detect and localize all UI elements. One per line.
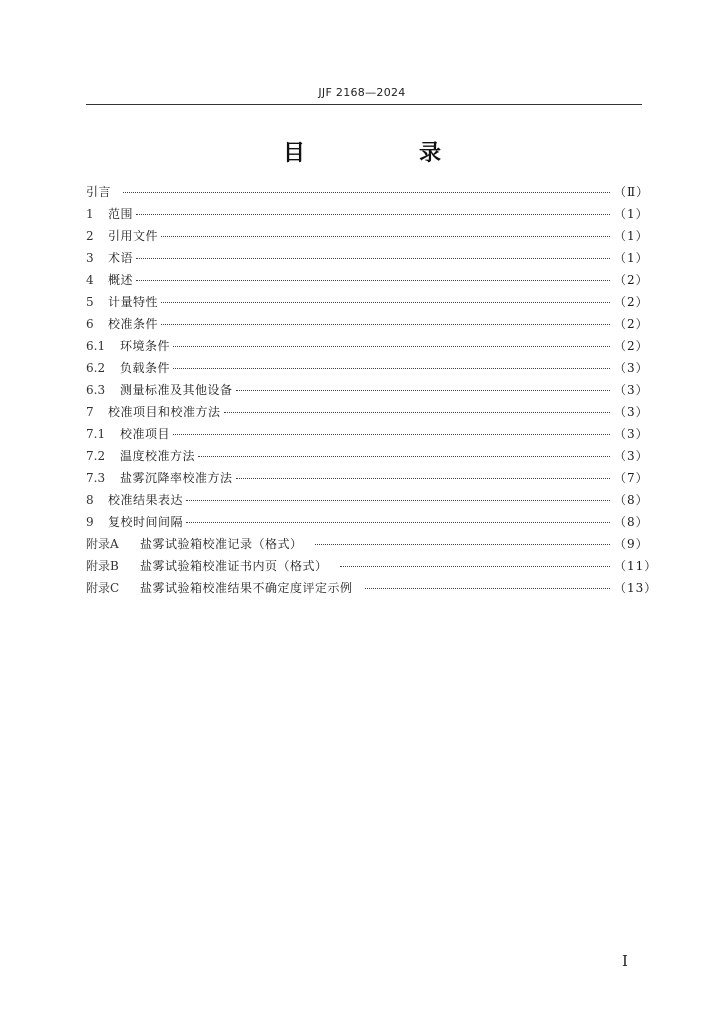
- toc-entry-number: 8: [86, 493, 94, 507]
- toc-entry-number: 附录B: [86, 559, 119, 573]
- toc-leader-dots: [123, 192, 610, 193]
- toc-leader-dots: [161, 236, 610, 237]
- toc-entry-page: （3）: [614, 361, 649, 375]
- toc-entry-page: （2）: [614, 273, 649, 287]
- toc-entry-appendix-c[interactable]: [86, 577, 658, 599]
- toc-entry-page: （2）: [614, 339, 649, 353]
- toc-entry-page: （3）: [614, 449, 649, 463]
- toc-leader-dots: [315, 544, 610, 545]
- toc-entry-page: （3）: [614, 427, 649, 441]
- toc-entry-number: 6.2: [86, 361, 106, 375]
- toc-leader-dots: [186, 500, 610, 501]
- toc-entry-9[interactable]: [86, 511, 649, 533]
- toc-entry-page: （8）: [614, 493, 649, 507]
- toc-entry-appendix-b[interactable]: [86, 555, 658, 577]
- toc-entry-7-3[interactable]: [86, 467, 649, 489]
- toc-entry-number: 9: [86, 515, 94, 529]
- toc-entry-page: （2）: [614, 317, 649, 331]
- toc-entry-6-1[interactable]: [86, 335, 649, 357]
- toc-entry-7-1[interactable]: [86, 423, 649, 445]
- toc-entry-text: 盐雾试验箱校准结果不确定度评定示例: [140, 581, 353, 595]
- toc-entry-number: 附录A: [86, 537, 119, 551]
- toc-entry-text: 引用文件: [108, 229, 159, 243]
- toc-entry-number: 7.1: [86, 427, 106, 441]
- toc-entry-text: 温度校准方法: [120, 449, 196, 463]
- toc-entry-page: （Ⅱ）: [614, 185, 650, 199]
- toc-entry-text: 复校时间间隔: [108, 515, 184, 529]
- toc-leader-dots: [186, 522, 610, 523]
- standard-code: JJF 2168—2024: [318, 86, 406, 99]
- toc-leader-dots: [173, 346, 610, 347]
- toc-entry-text: 盐雾试验箱校准证书内页（格式）: [140, 559, 328, 573]
- toc-leader-dots: [173, 434, 610, 435]
- toc-entry-6-2[interactable]: [86, 357, 649, 379]
- toc-entry-7[interactable]: [86, 401, 649, 423]
- toc-entry-number: 6.3: [86, 383, 106, 397]
- toc-entry-page: （7）: [614, 471, 649, 485]
- toc-entry-number: 7.3: [86, 471, 106, 485]
- toc-entry-text: 测量标准及其他设备: [120, 383, 233, 397]
- toc-entry-number: 6.1: [86, 339, 106, 353]
- toc-leader-dots: [224, 412, 610, 413]
- toc-leader-dots: [198, 456, 610, 457]
- toc-entry-6[interactable]: [86, 313, 649, 335]
- header-divider: [86, 104, 642, 105]
- toc-entry-page: （13）: [614, 581, 658, 595]
- toc-entry-number: 4: [86, 273, 94, 287]
- table-of-contents: [86, 181, 658, 599]
- toc-entry-number: 2: [86, 229, 94, 243]
- toc-entry-text: 概述: [108, 273, 134, 287]
- toc-entry-3[interactable]: [86, 247, 649, 269]
- toc-entry-4[interactable]: [86, 269, 649, 291]
- toc-entry-number: 3: [86, 251, 94, 265]
- toc-entry-foreword[interactable]: [86, 181, 650, 203]
- toc-leader-dots: [340, 566, 610, 567]
- toc-entry-page: （11）: [614, 559, 658, 573]
- toc-leader-dots: [365, 588, 610, 589]
- toc-leader-dots: [173, 368, 610, 369]
- toc-leader-dots: [136, 214, 610, 215]
- toc-entry-text: 校准结果表达: [108, 493, 184, 507]
- toc-leader-dots: [136, 258, 610, 259]
- toc-entry-page: （1）: [614, 207, 649, 221]
- toc-entry-number: 1: [86, 207, 94, 221]
- page-number: I: [622, 952, 628, 970]
- toc-entry-7-2[interactable]: [86, 445, 649, 467]
- toc-entry-6-3[interactable]: [86, 379, 649, 401]
- toc-leader-dots: [161, 302, 610, 303]
- toc-entry-number: 5: [86, 295, 94, 309]
- toc-entry-text: 引言: [86, 185, 112, 199]
- toc-entry-5[interactable]: [86, 291, 649, 313]
- toc-entry-page: （2）: [614, 295, 649, 309]
- toc-entry-text: 校准项目和校准方法: [108, 405, 221, 419]
- toc-leader-dots: [161, 324, 610, 325]
- toc-entry-8[interactable]: [86, 489, 649, 511]
- toc-entry-page: （9）: [614, 537, 649, 551]
- toc-entry-text: 环境条件: [120, 339, 171, 353]
- toc-entry-text: 校准项目: [120, 427, 171, 441]
- toc-entry-number: 6: [86, 317, 94, 331]
- toc-entry-text: 盐雾沉降率校准方法: [120, 471, 233, 485]
- toc-title: 目 录: [282, 141, 487, 166]
- toc-entry-number: 7: [86, 405, 94, 419]
- toc-entry-page: （3）: [614, 383, 649, 397]
- toc-entry-appendix-a[interactable]: [86, 533, 649, 555]
- toc-entry-text: 负载条件: [120, 361, 171, 375]
- toc-entry-text: 范围: [108, 207, 134, 221]
- toc-entry-text: 术语: [108, 251, 134, 265]
- toc-entry-text: 盐雾试验箱校准记录（格式）: [140, 537, 303, 551]
- toc-entry-number: 7.2: [86, 449, 106, 463]
- toc-leader-dots: [236, 478, 610, 479]
- toc-entry-page: （1）: [614, 229, 649, 243]
- toc-entry-page: （8）: [614, 515, 649, 529]
- toc-entry-page: （3）: [614, 405, 649, 419]
- toc-entry-page: （1）: [614, 251, 649, 265]
- toc-leader-dots: [136, 280, 610, 281]
- toc-entry-number: 附录C: [86, 581, 120, 595]
- toc-leader-dots: [236, 390, 610, 391]
- toc-entry-2[interactable]: [86, 225, 649, 247]
- toc-entry-text: 校准条件: [108, 317, 159, 331]
- toc-entry-1[interactable]: [86, 203, 649, 225]
- toc-entry-text: 计量特性: [108, 295, 159, 309]
